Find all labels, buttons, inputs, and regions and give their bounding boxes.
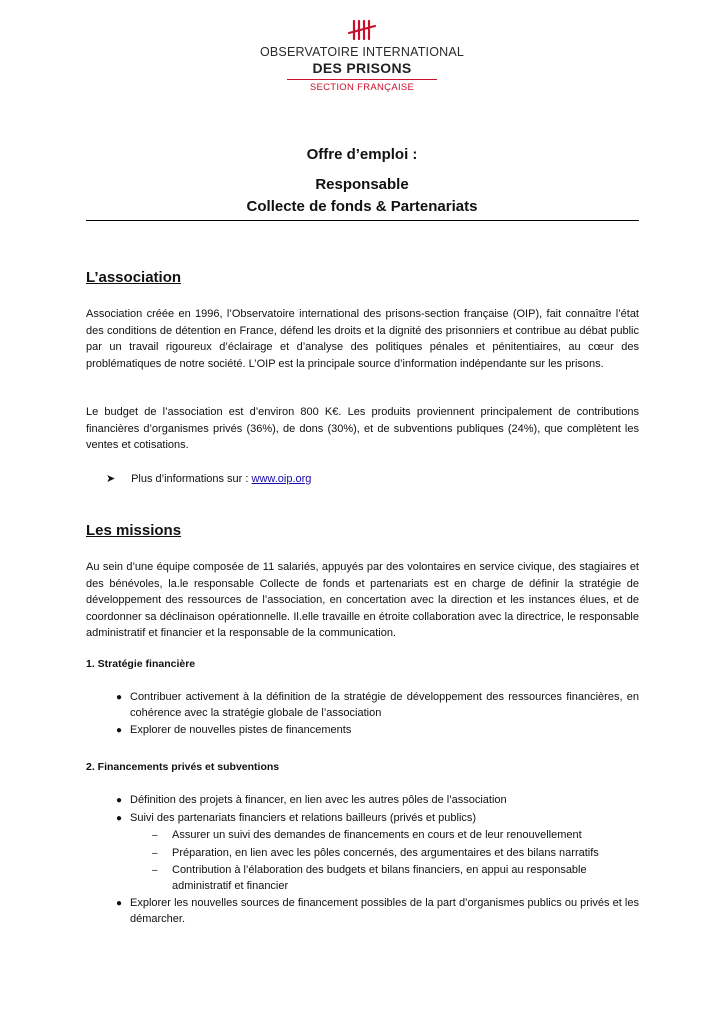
logo-divider	[287, 79, 437, 80]
logo-org-name-bold: DES PRISONS	[312, 60, 412, 76]
list-sub-item: – Préparation, en lien avec les pôles concernés, des argumentaires et des bilans narratifs	[86, 846, 639, 862]
role-title-line2: Collecte de fonds & Partenariats	[246, 198, 478, 215]
association-heading: L’association	[86, 269, 182, 286]
list-sub-item: – Assurer un suivi des demandes de financements en cours et de leur renouvellement	[86, 828, 639, 844]
logo-org-name: OBSERVATOIRE INTERNATIONAL	[259, 45, 465, 59]
more-info-line	[106, 472, 311, 485]
list-sub-item: – Contribution à l’élaboration des budgets et bilans financiers, en appui au responsable administratif et financier	[152, 864, 587, 892]
bullet-icon: ●	[116, 692, 123, 703]
dash-icon: –	[152, 847, 158, 859]
logo-section-label: SECTION FRANÇAISE	[309, 82, 415, 93]
dash-icon: –	[152, 865, 158, 876]
funding-list	[86, 793, 639, 929]
association-paragraph-1: Association créée en 1996, l’Observatoire international des prisons-section française (OIP), fait connaître l’état des conditions de détention en France, défend les droits et la dignité des prisonniers et contribue au débat public par un travail rigoureux d’éclairage et d’analyse des politiques pénales et pénitentiaires, au cœur des problématiques de notre société. L’OIP est la principale source d’information indépendante sur les prisons.	[86, 308, 639, 370]
association-paragraph-2: Le budget de l’association est d’environ 800 K€. Les produits proviennent principalement de contributions financières d’organismes privés (36%), de dons (30%), et de subventions publiques (24%), que complètent les ventes et cotisations.	[86, 406, 639, 451]
strategy-list	[86, 690, 639, 741]
role-title-line1: Responsable	[315, 176, 409, 193]
tally-marks-icon	[342, 18, 382, 42]
list-item: ● Définition des projets à financer, en lien avec les autres pôles de l’association	[86, 793, 639, 809]
more-info-label: Plus d’informations sur :	[131, 473, 252, 485]
list-item: ● Suivi des partenariats financiers et relations bailleurs (privés et publics)	[86, 811, 639, 827]
missions-intro: Au sein d’une équipe composée de 11 salariés, appuyés par des volontaires en service civique, des stagiaires et des bénévoles, la.le responsable Collecte de fonds et partenariats est en charge de définir la stratégie de développement des ressources de l’association, en concertation avec la direction et les instances élues, et de coordonner sa déclinaison opérationnelle. Il.elle travaille en étroite collaboration avec la directrice, le responsable administratif et financier et la responsable de la communication.	[86, 561, 639, 639]
bullet-icon: ●	[116, 795, 123, 806]
list-item: ● Explorer les nouvelles sources de financement possibles de la part d’organismes publics ou privés et les démarcher.	[116, 897, 639, 925]
arrow-right-icon: ➤	[106, 473, 116, 485]
bullet-icon: ●	[116, 812, 123, 824]
bullet-icon: ●	[116, 898, 123, 909]
title-divider	[86, 220, 639, 221]
bullet-icon: ●	[116, 725, 123, 736]
list-item: ● Contribuer activement à la définition de la stratégie de développement des ressources financières, en cohérence avec la stratégie globale de l’association	[116, 691, 639, 719]
oip-website-link[interactable]: www.oip.org	[251, 473, 312, 485]
offer-title: Offre d’emploi :	[306, 146, 418, 163]
oip-logo	[240, 18, 484, 94]
strategy-heading: 1. Stratégie financière	[86, 658, 196, 670]
list-item: ● Explorer de nouvelles pistes de financements	[86, 723, 639, 739]
dash-icon: –	[152, 830, 158, 841]
funding-heading: 2. Financements privés et subventions	[86, 761, 280, 773]
missions-heading: Les missions	[86, 522, 182, 539]
